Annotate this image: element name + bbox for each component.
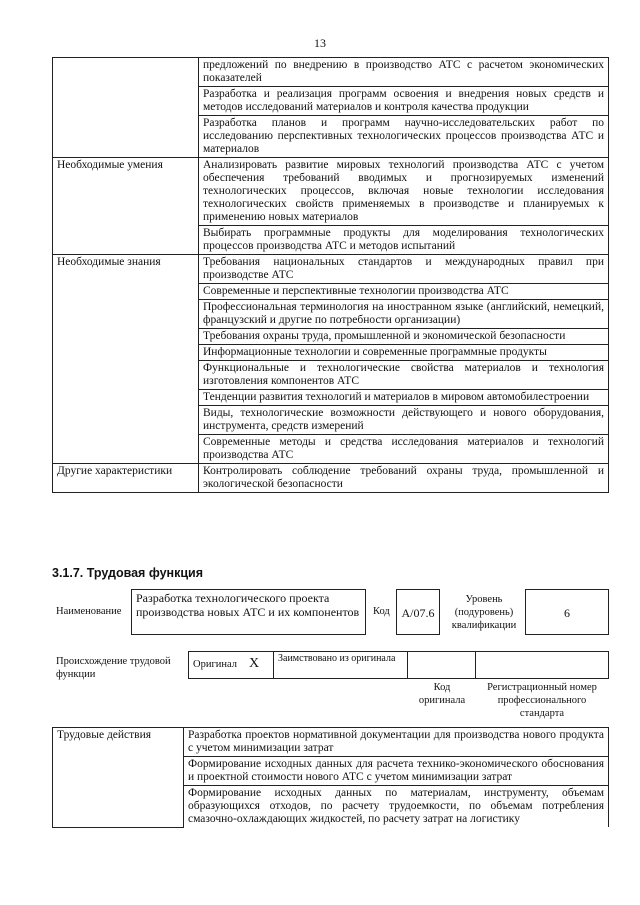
function-name-box: Разработка технологического проекта производства новых АТС и их компонентов <box>131 589 366 635</box>
original-label: Оригинал <box>193 659 237 670</box>
registration-caption: Регистрационный номер профессионального стандарта <box>487 682 597 719</box>
table-cell: Профессиональная терминология на иностранном языке (английский, немецкий, французский и другие по потребности организации) <box>199 300 609 329</box>
section-title: 3.1.7. Трудовая функция <box>52 566 204 580</box>
table-cell: Требования национальных стандартов и международных правил при производстве АТС <box>199 255 609 284</box>
row-label-other: Другие характеристики <box>53 464 199 493</box>
code-value-box: A/07.6 <box>396 589 440 635</box>
table-cell: Современные и перспективные технологии производства АТС <box>199 284 609 300</box>
table-cell: Тенденции развития технологий и материалов в мировом автомобилестроении <box>199 390 609 406</box>
table-cell: Контролировать соблюдение требований охраны труда, промышленной и экологической безопасности <box>199 464 609 493</box>
table-cell: Разработка проектов нормативной документации для производства нового продукта с учетом минимизации затрат <box>184 728 609 757</box>
table-cell: Информационные технологии и современные программные продукты <box>199 345 609 361</box>
origin-label: Происхождение трудовой функции <box>56 656 171 680</box>
table-cell: Анализировать развитие мировых технологий производства АТС с учетом обеспечения требований вводимых и прогнозируемых изменений технологических процессов, включая новые технологии исследования технологических свойств применяемых в производстве и планируемых к применению новых материалов <box>199 158 609 226</box>
level-value-box: 6 <box>525 589 609 635</box>
code-caption: Код оригинала <box>418 682 466 706</box>
table-cell: предложений по внедрению в производство АТС с расчетом экономических показателей <box>199 58 609 87</box>
row-label-knowledge: Необходимые знания <box>53 255 199 464</box>
borrowed-cell: Заимствовано из оригинала <box>273 651 408 679</box>
table-row <box>53 158 609 226</box>
table-cell: Выбирать программные продукты для моделирования технологических процессов производства АТС и методов испытаний <box>199 226 609 255</box>
code-label: Код <box>373 606 390 617</box>
table-cell: Формирование исходных данных по материалам, инструменту, объемам образующихся отходов, по расчету трудоемкости, по объемам потребления смазочно-охлаждающих жидкостей, по расчету затрат на логистику <box>184 786 609 828</box>
row-label-skills: Необходимые умения <box>53 158 199 255</box>
table-cell: Функциональные и технологические свойства материалов и технология изготовления компонентов АТС <box>199 361 609 390</box>
competency-table <box>52 57 609 493</box>
level-label: Уровень (подуровень) квалификации <box>451 594 517 631</box>
row-label <box>53 58 199 158</box>
original-mark: X <box>249 656 260 671</box>
labor-actions-table <box>52 727 609 828</box>
original-cell <box>188 651 274 679</box>
table-cell: Требования охраны труда, промышленной и экономической безопасности <box>199 329 609 345</box>
table-row <box>53 255 609 284</box>
origin-code-cell <box>407 651 476 679</box>
table-cell: Современные методы и средства исследования материалов и технологий производства АТС <box>199 435 609 464</box>
registration-number-cell <box>475 651 609 679</box>
table-cell: Виды, технологические возможности действующего и нового оборудования, инструмента, средств измерений <box>199 406 609 435</box>
table-row <box>53 58 609 87</box>
table-row <box>53 464 609 493</box>
page-number: 13 <box>314 36 326 50</box>
name-label: Наименование <box>56 606 122 617</box>
row-label-actions: Трудовые действия <box>53 728 184 828</box>
table-cell: Формирование исходных данных для расчета технико-экономического обоснования и проектной стоимости нового АТС с учетом минимизации затрат <box>184 757 609 786</box>
table-row <box>53 728 609 757</box>
table-cell: Разработка и реализация программ освоения и внедрения новых средств и методов исследований материалов и контроля качества продукции <box>199 87 609 116</box>
table-cell: Разработка планов и программ научно-исследовательских работ по исследованию перспективных технологических процессов производства АТС и материалов <box>199 116 609 158</box>
